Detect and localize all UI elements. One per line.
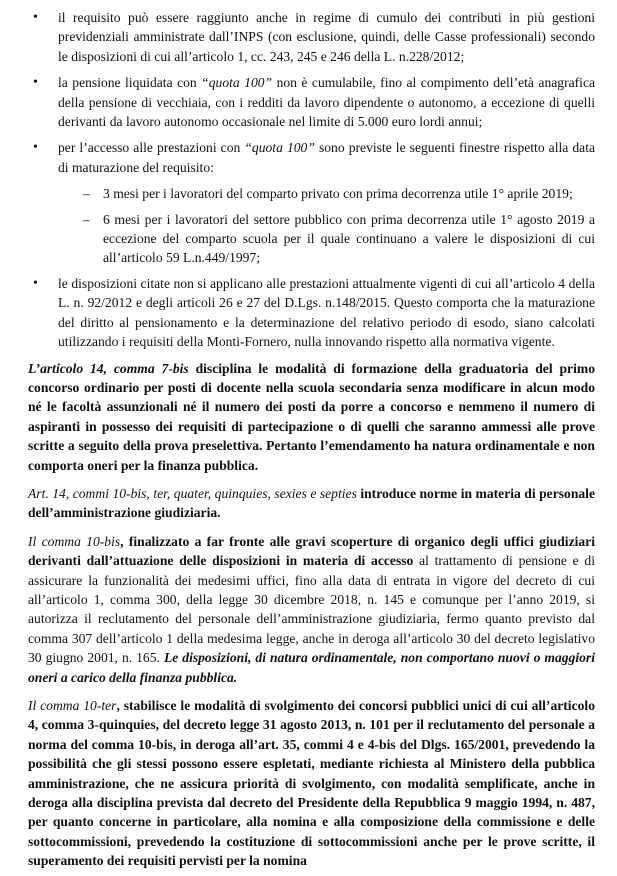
- bullet-text: non è cumulabile, fino al compimento dell’età anagrafica della pensione di vecchiaia, con i redditi da lavoro dipendente o autonomo, a eccezione di quelli derivanti da lavoro autonomo occasionale nel limite di 5.000 euro lordi annui;: [58, 75, 596, 130]
- bullet-text: le disposizioni citate non si applicano alle prestazioni attualmente vigenti di cui all’articolo 4 della L. n. 92/2012 e degli articoli 26 e 27 del D.Lgs. n.148/2015. Questo comporta che la maturazione del diritto al pensionamento e la determinazione del relativo periodo di esodo, siano calcolati utilizzando i requisiti della Monti-Fornero, nulla innovando rispetto alla normativa vigente.: [58, 275, 595, 350]
- paragraph-text: disciplina le modalità di formazione della graduatoria del primo concorso ordinario per posti di docente nella scuola secondaria senza modificare in alcun modo né le facoltà assunzionali né il numero dei posti da porre a concorso e nemmeno il numero di aspiranti in possesso dei requisiti di partecipazione o di quelli che saranno ammessi alle prove scritte a seguito della prova preselettiva. Pertanto l’emendamento ha natura ordinamentale e non comporta oneri per la finanza pubblica.: [28, 360, 595, 473]
- bullet-text: sono previste le seguenti finestre rispetto alla data di maturazione del requisito:: [58, 140, 596, 175]
- sub-list-item: [28, 184, 595, 203]
- bullet-text: il requisito può essere raggiunto anche in regime di cumulo dei contributi in più gestioni previdenziali amministrate dall’INPS (con esclusione, quindi, delle Casse professionali) secondo le disposizioni di cui all’articolo 1, cc. 243, 245 e 246 della L. n.228/2012;: [58, 10, 595, 64]
- list-item: [28, 73, 595, 131]
- paragraph-tail: Le disposizioni, di natura ordinamentale, non comportano nuovi o maggiori oneri a carico della finanza pubblica.: [28, 650, 595, 685]
- bullet-text: la pensione liquidata con: [58, 75, 202, 91]
- list-item: [28, 8, 595, 66]
- paragraph-text: , finalizzato a far fronte alle gravi scoperture di organico degli uffici giudiziari derivanti dall’attuazione delle disposizioni in materia di accesso: [28, 533, 595, 569]
- paragraph-lead: Art. 14, commi 10-bis, ter, quater, quinquies, sexies e septies: [28, 485, 357, 501]
- list-item: [28, 274, 595, 352]
- paragraph-text: al trattamento di pensione e di assicurare la funzionalità dei medesimi uffici, fino alla data di entrata in vigore del decreto di cui all’articolo 1, comma 300, della legge 30 dicembre 2018, n. 145 e comunque per l’anno 2019, si autorizza il reclutamento del personale dell’amministrazione giudiziaria, fermo quanto previsto dal comma 307 dell’articolo 1 della medesima legge, anche in deroga all’articolo 30 del decreto legislativo 30 giugno 2001, n. 165.: [28, 553, 595, 666]
- paragraph-text: , stabilisce le modalità di svolgimento dei concorsi pubblici unici di cui all’articolo 4, comma 3-quinquies, del decreto legge 31 agosto 2013, n. 101 per il reclutamento del personale a norma del comma 10-bis, in deroga all’art. 35, commi 4 e 4-bis del Dlgs. 165/2001, prevedendo la possibilità che gli stessi possono essere espletati, mediante richiesta al Ministero della pubblica amministrazione, che ne assicura priorità di svolgimento, con modalità semplificate, anche in deroga alla disciplina prevista dal decreto del Presidente della Repubblica 9 maggio 1994, n. 487, per quanto concerne in particolare, alla nomina e alla composizione della commissione e delle sottocommissioni, prevedendo la costituzione di sottocommissioni anche per le prove scritte, il superamento dei requisiti pervisti per la nomina: [28, 698, 595, 869]
- quota-100-term: “quota 100”: [244, 140, 315, 156]
- paragraph-lead: Il comma 10-bis: [28, 533, 121, 549]
- list-item: [28, 138, 595, 177]
- paragraph-comma-10-ter: [28, 696, 595, 871]
- paragraph-article-14-comma-7-bis: [28, 359, 595, 475]
- paragraph-comma-10-bis: [28, 532, 595, 687]
- paragraph-article-14-commi: [28, 484, 595, 523]
- sub-list-item: [28, 210, 595, 268]
- sub-item-text: 6 mesi per i lavoratori del settore pubblico con prima decorrenza utile 1° agosto 2019 a eccezione del comparto scuola per il quale continuano a valere le disposizioni di cui all’articolo 59 L.n.449/1997;: [103, 211, 595, 266]
- quota-100-term: “quota 100”: [201, 75, 273, 91]
- paragraph-lead: L’articolo 14, comma 7-bis: [28, 360, 189, 376]
- sub-item-text: 3 mesi per i lavoratori del comparto privato con prima decorrenza utile 1° aprile 2019;: [103, 186, 573, 202]
- paragraph-text: introduce norme in materia di personale dell’amministrazione giudiziaria.: [28, 485, 595, 521]
- bullet-text: per l’accesso alle prestazioni con: [58, 140, 245, 156]
- paragraph-lead: Il comma 10-ter: [28, 698, 117, 713]
